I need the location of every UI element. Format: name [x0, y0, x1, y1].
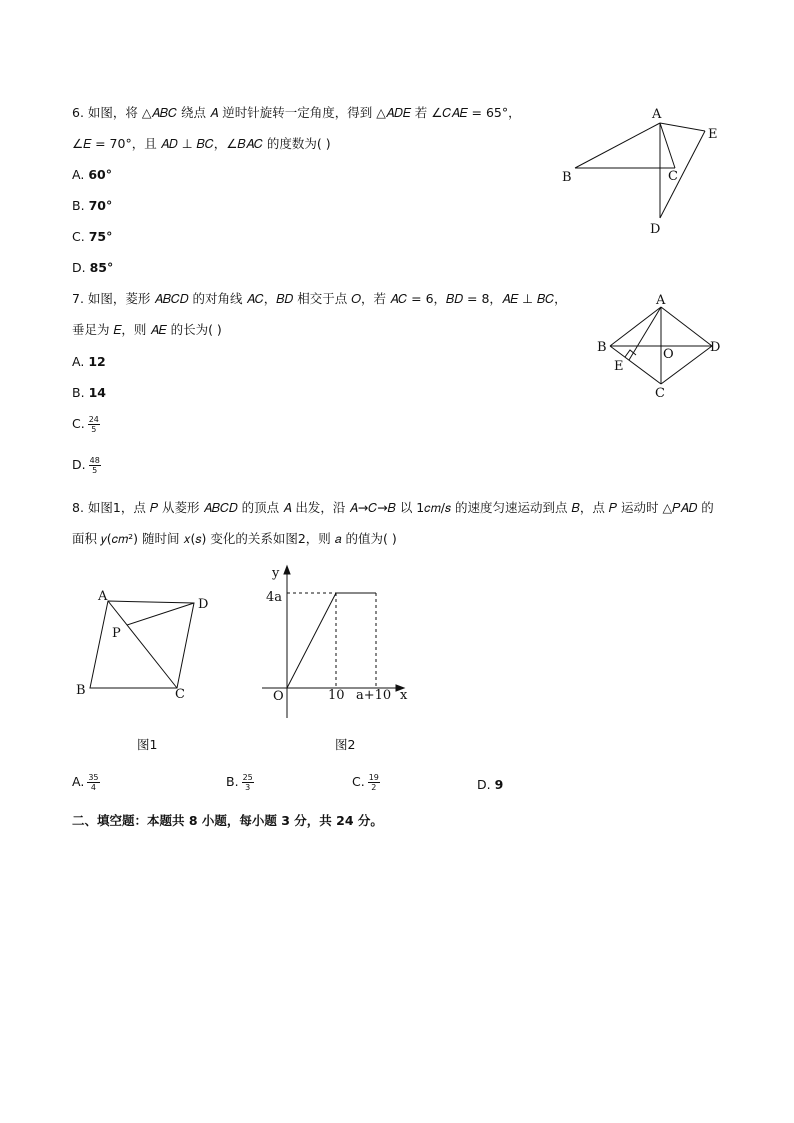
q8-fig2-label-y: y	[272, 566, 280, 581]
option-letter: B.	[226, 774, 239, 789]
option-letter: A.	[72, 354, 85, 369]
q8-fig2-label-10: 10	[328, 688, 345, 703]
option-letter: B.	[72, 385, 85, 400]
option-letter: D.	[72, 260, 86, 275]
fraction-numerator: 35	[88, 773, 99, 782]
q7-label-b: B	[597, 340, 607, 355]
q7-label-c: C	[655, 386, 665, 401]
q8-fig2-label-4a: 4a	[266, 590, 283, 605]
q8-fig2-label-a10: a+10	[356, 688, 392, 703]
option-value: 85°	[89, 260, 114, 275]
q6-label-a: A	[652, 107, 662, 122]
option-value: 12	[88, 354, 106, 369]
fraction-denominator: 3	[245, 783, 251, 792]
section-heading-fill-in: 二、填空题：本题共 8 小题，每小题 3 分，共 24 分。	[72, 813, 383, 828]
q6-label-d: D	[650, 222, 661, 237]
fraction	[87, 773, 99, 792]
option-letter: A.	[72, 774, 85, 789]
q8-stem-line2: 面积 𝑦(𝑐𝑚²) 随时间 𝑥(𝑠) 变化的关系如图2，则 𝑎 的值为( )	[72, 531, 397, 546]
option-letter: C.	[72, 416, 85, 431]
option-value: 14	[88, 385, 106, 400]
q8-fig2-label-o: O	[273, 689, 284, 704]
q8-option-c[interactable]	[352, 773, 380, 792]
q7-label-e: E	[614, 359, 624, 374]
q8-option-b[interactable]	[226, 773, 254, 792]
fraction-denominator: 4	[90, 783, 96, 792]
q6-label-b: B	[562, 170, 572, 185]
q7-label-d: D	[710, 340, 721, 355]
fraction-denominator: 5	[92, 466, 98, 475]
fraction-denominator: 5	[91, 425, 97, 434]
q8-y-axis-arrow	[284, 566, 290, 574]
q6-stem-line1: 6. 如图，将 △𝐴𝐵𝐶 绕点 𝐴 逆时针旋转一定角度，得到 △𝐴𝐷𝐸 若 ∠𝐶𝐴𝐸 = 65°，	[72, 105, 521, 120]
fraction-numerator: 25	[242, 773, 253, 782]
q7-stem-line1: 7. 如图，菱形 𝐴𝐵𝐶𝐷 的对角线 𝐴𝐶，𝐵𝐷 相交于点 𝑂，若 𝐴𝐶 = 6，𝐵𝐷 = 8，𝐴𝐸 ⊥ 𝐵𝐶，	[72, 291, 567, 306]
q8-option-a[interactable]	[72, 773, 100, 792]
q8-graph-rising	[287, 593, 336, 688]
option-letter: C.	[72, 229, 85, 244]
q7-stem-line2: 垂足为 𝐸，则 𝐴𝐸 的长为( )	[72, 322, 222, 337]
option-value: 9	[494, 777, 504, 792]
fraction	[242, 773, 254, 792]
option-value: 70°	[88, 198, 113, 213]
option-letter: B.	[72, 198, 85, 213]
q8-fig1-label-p: P	[112, 626, 121, 641]
option-letter: C.	[352, 774, 365, 789]
q7-label-a: A	[656, 293, 666, 308]
q8-fig1-label-c: C	[175, 687, 185, 702]
option-value: 60°	[88, 167, 112, 182]
q8-fig1-label-a: A	[98, 589, 108, 604]
q7-label-o: O	[663, 347, 674, 362]
fraction-numerator: 24	[88, 415, 99, 424]
fraction-denominator: 2	[371, 783, 377, 792]
q6-stem-line2: ∠𝐸 = 70°，且 𝐴𝐷 ⊥ 𝐵𝐶，∠𝐵𝐴𝐶 的度数为( )	[72, 136, 331, 151]
q8-fig1-label-b: B	[76, 683, 86, 698]
option-letter: D.	[477, 777, 491, 792]
fraction-numerator: 19	[368, 773, 379, 782]
fraction-numerator: 48	[89, 456, 100, 465]
q8-fig2-label-x: x	[400, 688, 408, 703]
q8-fig2-caption: 图2	[335, 737, 356, 752]
q6-label-c: C	[668, 169, 678, 184]
q8-option-d[interactable]	[477, 776, 503, 794]
q8-fig1-caption: 图1	[137, 737, 158, 752]
q6-label-e: E	[708, 127, 718, 142]
q8-stem-line1: 8. 如图1，点 𝑃 从菱形 𝐴𝐵𝐶𝐷 的顶点 𝐴 出发，沿 𝐴→𝐶→𝐵 以 1𝑐𝑚/𝑠 的速度匀速运动到点 𝐵，点 𝑃 运动时 △𝑃𝐴𝐷 的	[72, 500, 714, 515]
option-letter: A.	[72, 167, 85, 182]
option-letter: D.	[72, 457, 86, 472]
q8-fig1-label-d: D	[198, 597, 209, 612]
fraction	[368, 773, 380, 792]
option-value: 75°	[88, 229, 113, 244]
